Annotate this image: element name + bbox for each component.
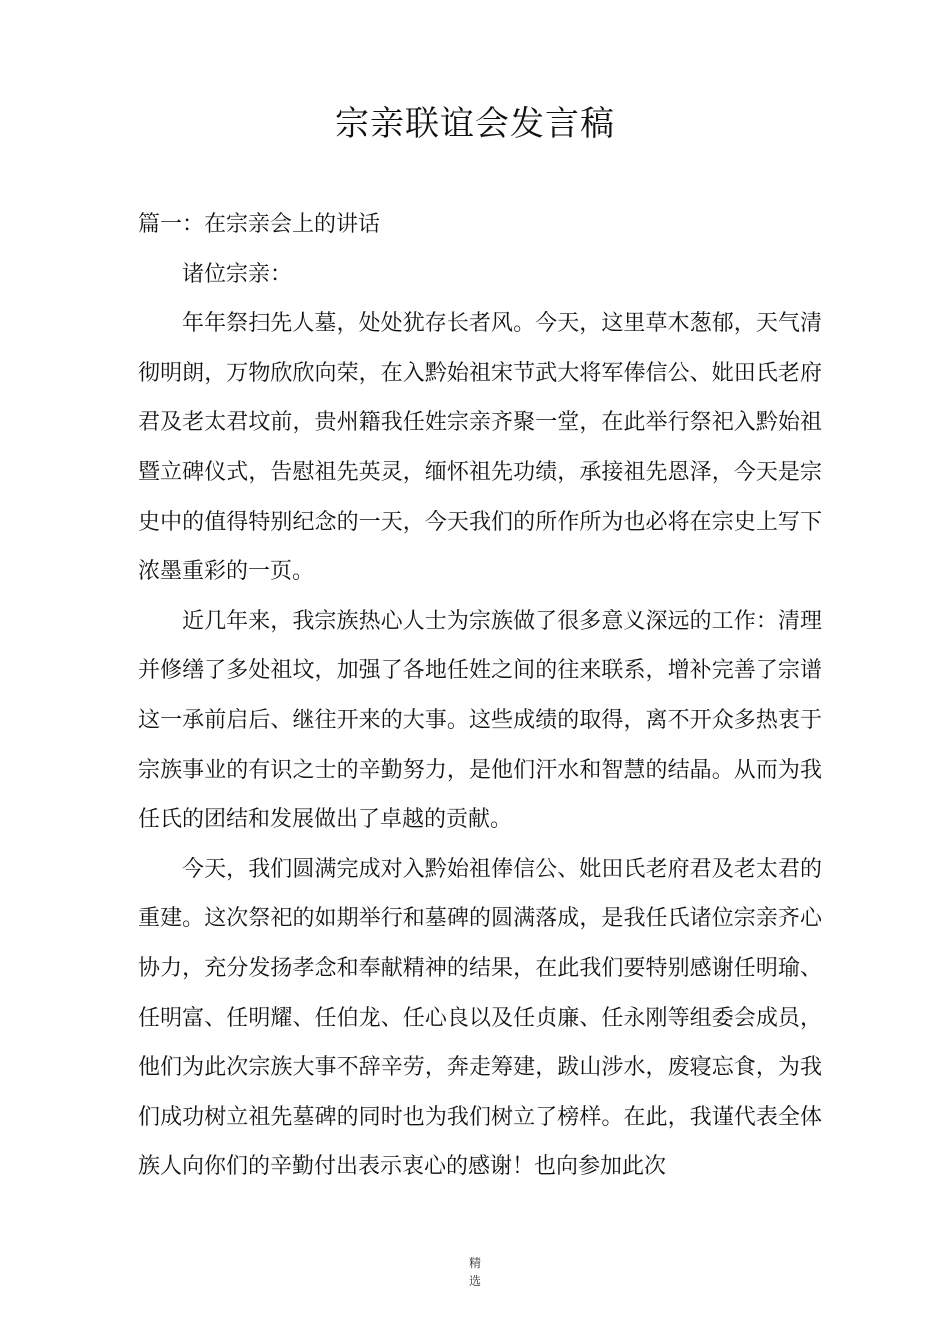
section-heading: 篇一：在宗亲会上的讲话 bbox=[138, 212, 381, 237]
page-footer bbox=[0, 1254, 950, 1290]
footer-line-1: 精 bbox=[468, 1256, 481, 1270]
footer-line-2: 选 bbox=[468, 1274, 481, 1288]
paragraph-3: 今天，我们圆满完成对入黔始祖俸信公、妣田氏老府君及老太君的重建。这次祭祀的如期举行和墓碑的圆满落成，是我任氏诸位宗亲齐心协力，充分发扬孝念和奉献精神的结果，在此我们要特别感谢任明瑜、任明富、任明耀、任伯龙、任心良以及任贞廉、任永刚等组委会成员，他们为此次宗族大事不辞辛劳，奔走筹建，跋山涉水，废寝忘食，为我们成功树立祖先墓碑的同时也为我们树立了榜样。在此，我谨代表全体族人向你们的辛勤付出表示衷心的感谢！也向参加此次 bbox=[138, 856, 822, 1180]
document-body bbox=[138, 200, 822, 1192]
document-title: 宗亲联谊会发言稿 bbox=[335, 104, 615, 144]
paragraph-1: 年年祭扫先人墓，处处犹存长者风。今天，这里草木葱郁，天气清彻明朗，万物欣欣向荣，在入黔始祖宋节武大将军俸信公、妣田氏老府君及老太君坟前，贵州籍我任姓宗亲齐聚一堂，在此举行祭祀入黔始祖暨立碑仪式，告慰祖先英灵，缅怀祖先功绩，承接祖先恩泽，今天是宗史中的值得特别纪念的一天，今天我们的所作所为也必将在宗史上写下浓墨重彩的一页。 bbox=[138, 311, 822, 585]
salutation: 诸位宗亲： bbox=[182, 261, 293, 287]
paragraph-2: 近几年来，我宗族热心人士为宗族做了很多意义深远的工作：清理并修缮了多处祖坟，加强了各地任姓之间的往来联系，增补完善了宗谱这一承前启后、继往开来的大事。这些成绩的取得，离不开众多热衷于宗族事业的有识之士的辛勤努力，是他们汗水和智慧的结晶。从而为我任氏的团结和发展做出了卓越的贡献。 bbox=[138, 608, 822, 833]
